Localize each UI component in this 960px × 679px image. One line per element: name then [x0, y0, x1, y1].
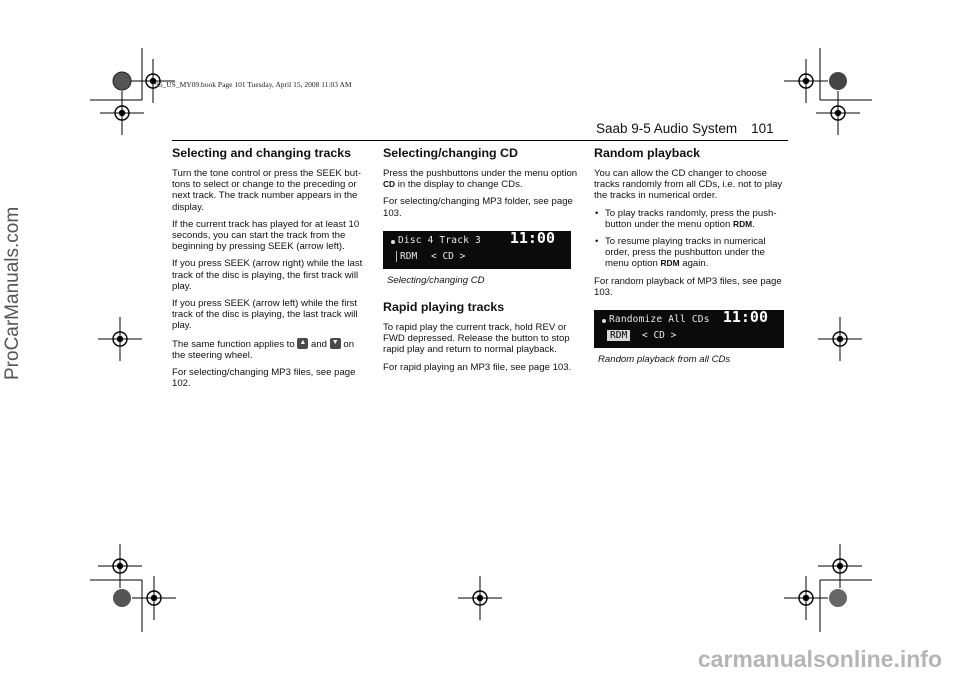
- paragraph: [383, 168, 578, 190]
- text: To play tracks randomly, press the push-button under the menu option: [605, 207, 777, 230]
- footer-watermark: carmanualsonline.info: [697, 646, 942, 672]
- paragraph: If you press SEEK (arrow right) while the last track of the disc is playing, the first track will play.: [172, 258, 363, 292]
- paragraph: For random playback of MP3 files, see page 103.: [594, 275, 782, 298]
- heading-rapid-playing: Rapid playing tracks: [383, 300, 505, 315]
- paragraph: For selecting/changing MP3 folder, see page 103.: [383, 196, 573, 219]
- book-info-line: 95_US_MY09.book Page 101 Tuesday, April 15, 2008 11:03 AM: [155, 80, 352, 89]
- seek-down-icon: ▼: [330, 338, 341, 349]
- column-selecting-tracks: [172, 146, 367, 395]
- figure-caption: Random playback from all CDs: [598, 354, 731, 366]
- heading-selecting-tracks: Selecting and changing tracks: [172, 146, 352, 160]
- list-item: • To play tracks randomly, press the push-button under the menu option RDM.: [605, 208, 789, 230]
- paragraph: If you press SEEK (arrow left) while the first track of the disc is playing, the last track will play.: [172, 298, 358, 332]
- text: The same function applies to: [172, 338, 295, 350]
- paragraph: For selecting/changing MP3 files, see page 102.: [172, 367, 356, 390]
- display-random-playback: [594, 310, 784, 348]
- indicator-dot: [602, 319, 606, 323]
- heading-selecting-cd: Selecting/changing CD: [383, 146, 518, 160]
- text: on the steering wheel.: [172, 338, 355, 361]
- heading-random-playback: Random playback: [594, 146, 701, 160]
- list-item: [605, 236, 789, 270]
- display-line: Randomize All CDs: [609, 314, 710, 326]
- display-rdm-option: RDM: [607, 330, 630, 341]
- text: and: [311, 338, 328, 350]
- page-number: 101: [751, 121, 774, 136]
- display-line: Disc 4 Track 3: [398, 234, 481, 246]
- menu-option-cd: CD: [383, 179, 396, 190]
- display-clock: 11:00: [509, 228, 555, 247]
- paragraph: You can allow the CD changer to choose tracks randomly from all CDs, i.e. not to play the tracks in numerical order.: [594, 168, 783, 202]
- column-selecting-cd: [383, 146, 578, 379]
- side-watermark: ProCarManuals.com: [2, 206, 23, 380]
- figure-caption: Selecting/changing CD: [387, 274, 485, 286]
- display-clock: 11:00: [722, 308, 768, 327]
- paragraph: For rapid playing an MP3 file, see page 103.: [383, 361, 572, 373]
- menu-option-rdm: RDM: [660, 258, 680, 269]
- indicator-dot: [391, 240, 395, 244]
- text: in the display to change CDs.: [397, 179, 523, 191]
- paragraph: Turn the tone control or press the SEEK but-tons to select or change to the preceding or next track. The track number appears in the display.: [172, 168, 361, 213]
- paragraph: If the current track has played for at least 10 seconds, you can start the track from the beginning by pressing SEEK (arrow left).: [172, 218, 360, 253]
- text: Press the pushbuttons under the menu option: [383, 168, 578, 179]
- display-cd-option: < CD >: [431, 250, 466, 262]
- seek-up-icon: ▲: [297, 338, 308, 349]
- paragraph-steering-wheel: [172, 338, 367, 361]
- display-cd-option: < CD >: [642, 330, 677, 342]
- column-random-playback: [594, 146, 789, 379]
- menu-option-rdm: RDM: [733, 218, 753, 229]
- page-header: [596, 121, 774, 136]
- text: To resume playing tracks in numerical order, press the pushbutton under the menu option: [605, 236, 766, 270]
- display-selecting-cd: [383, 228, 571, 269]
- section-title: Saab 9-5 Audio System: [596, 121, 738, 136]
- display-rdm-option: RDM: [396, 251, 420, 262]
- paragraph: To rapid play the current track, hold REV or FWD depressed. Release the button to stop rapid play and return to normal playback.: [383, 322, 570, 356]
- bullet-list: [594, 208, 789, 270]
- header-rule: [172, 140, 788, 141]
- text: again.: [682, 258, 709, 270]
